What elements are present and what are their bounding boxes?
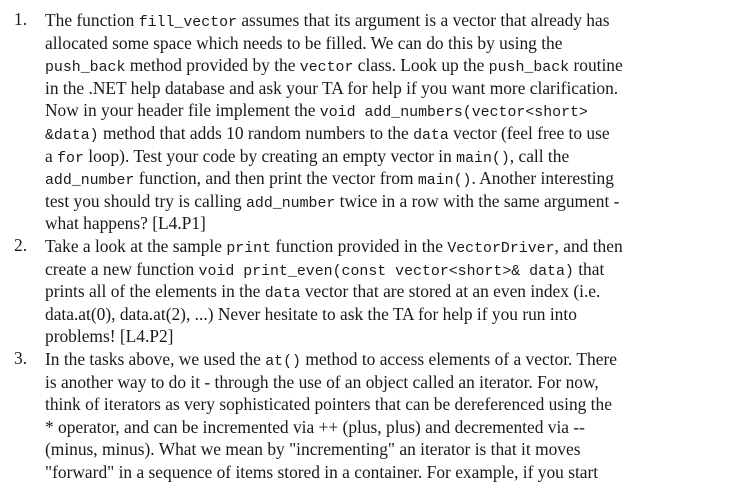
text-line bbox=[45, 190, 703, 213]
list-item bbox=[0, 9, 743, 235]
text-line bbox=[45, 303, 703, 326]
item-number: 1. bbox=[14, 9, 28, 29]
text-span: that bbox=[573, 258, 605, 279]
text-span: a bbox=[45, 145, 58, 166]
text-line bbox=[45, 212, 703, 235]
code-span: vector bbox=[299, 60, 354, 77]
text-line bbox=[45, 348, 703, 371]
text-line bbox=[45, 32, 703, 55]
text-line bbox=[45, 280, 703, 303]
text-span: routine bbox=[569, 55, 623, 76]
code-span: fill_vector bbox=[138, 15, 237, 31]
text-line bbox=[45, 416, 703, 439]
text-line bbox=[45, 145, 703, 168]
text-span: , call the bbox=[509, 145, 570, 166]
code-span: void print_even(const vector<short>& data) bbox=[198, 263, 574, 280]
text-span: "forward" in a sequence of items stored in a container. For example, if you start bbox=[45, 461, 599, 482]
list-item bbox=[0, 235, 743, 348]
text-line bbox=[45, 371, 703, 394]
code-span: VectorDriver bbox=[447, 240, 555, 257]
code-span: for bbox=[57, 150, 84, 167]
code-span: push_back bbox=[488, 60, 570, 77]
text-line bbox=[45, 77, 703, 100]
text-line bbox=[45, 235, 703, 258]
code-span: add_number bbox=[45, 173, 135, 190]
text-span: Take a look at the sample bbox=[45, 235, 227, 256]
text-line bbox=[45, 438, 703, 461]
text-line bbox=[45, 9, 703, 32]
text-span: vector (feel free to use bbox=[448, 122, 610, 143]
text-span: function provided in the bbox=[271, 235, 448, 256]
item-number: 3. bbox=[14, 347, 28, 368]
code-span: main() bbox=[456, 150, 510, 167]
text-line bbox=[45, 99, 703, 122]
text-span: test you should try is calling bbox=[45, 190, 246, 211]
text-span: prints all of the elements in the bbox=[45, 281, 265, 302]
text-span: (minus, minus). What we mean by "incrementing" an iterator is that it moves bbox=[45, 439, 581, 460]
code-span: data bbox=[413, 127, 449, 144]
text-span: assumes that its argument is a vector that already has bbox=[236, 10, 610, 30]
text-span: in the .NET help database and ask your TA for help if you want more clarification. bbox=[45, 77, 619, 98]
text-span: problems! [L4.P2] bbox=[45, 326, 174, 347]
code-span: &data) bbox=[45, 127, 99, 144]
numbered-list bbox=[0, 9, 743, 483]
text-span: method provided by the bbox=[125, 55, 300, 76]
text-line bbox=[45, 54, 703, 77]
text-span: data.at(0), data.at(2), ...) Never hesitate to ask the TA for help if you run into bbox=[45, 303, 577, 324]
text-span: * operator, and can be incremented via ++ (plus, plus) and decremented via -- bbox=[45, 416, 585, 437]
text-span: In the tasks above, we used the bbox=[45, 348, 266, 369]
code-span: at() bbox=[265, 353, 301, 370]
text-span: , and then bbox=[554, 235, 623, 256]
text-span: is another way to do it - through the use of an object called an iterator. For now, bbox=[45, 371, 599, 392]
text-span: method that adds 10 random numbers to the bbox=[98, 122, 414, 143]
code-span: data bbox=[264, 286, 301, 303]
list-item bbox=[0, 348, 743, 484]
text-span: what happens? [L4.P1] bbox=[45, 213, 206, 234]
text-span: Now in your header file implement the bbox=[45, 100, 320, 121]
code-span: main() bbox=[417, 173, 472, 190]
text-span: create a new function bbox=[45, 258, 199, 279]
item-number: 2. bbox=[14, 234, 28, 255]
text-line bbox=[45, 258, 703, 281]
code-span: void add_numbers(vector<short> bbox=[319, 105, 588, 122]
text-line bbox=[45, 325, 703, 348]
text-span: vector that are stored at an even index (i.e. bbox=[300, 281, 601, 302]
text-span: twice in a row with the same argument - bbox=[335, 190, 620, 211]
text-line bbox=[45, 167, 703, 190]
code-span: print bbox=[226, 240, 272, 257]
text-line bbox=[45, 393, 703, 416]
code-span: push_back bbox=[45, 60, 126, 77]
text-line bbox=[45, 122, 703, 145]
text-span: think of iterators as very sophisticated pointers that can be dereferenced using the bbox=[45, 394, 612, 415]
text-span: allocated some space which needs to be filled. We can do this by using the bbox=[45, 32, 563, 53]
text-span: function, and then print the vector from bbox=[134, 168, 418, 189]
code-span: add_number bbox=[245, 195, 336, 212]
text-span: class. Look up the bbox=[353, 55, 489, 76]
text-span: . Another interesting bbox=[471, 168, 614, 189]
text-line bbox=[45, 461, 703, 484]
text-span: The function bbox=[45, 10, 139, 30]
text-span: loop). Test your code by creating an empty vector in bbox=[83, 145, 457, 166]
text-span: method to access elements of a vector. There bbox=[300, 348, 617, 369]
